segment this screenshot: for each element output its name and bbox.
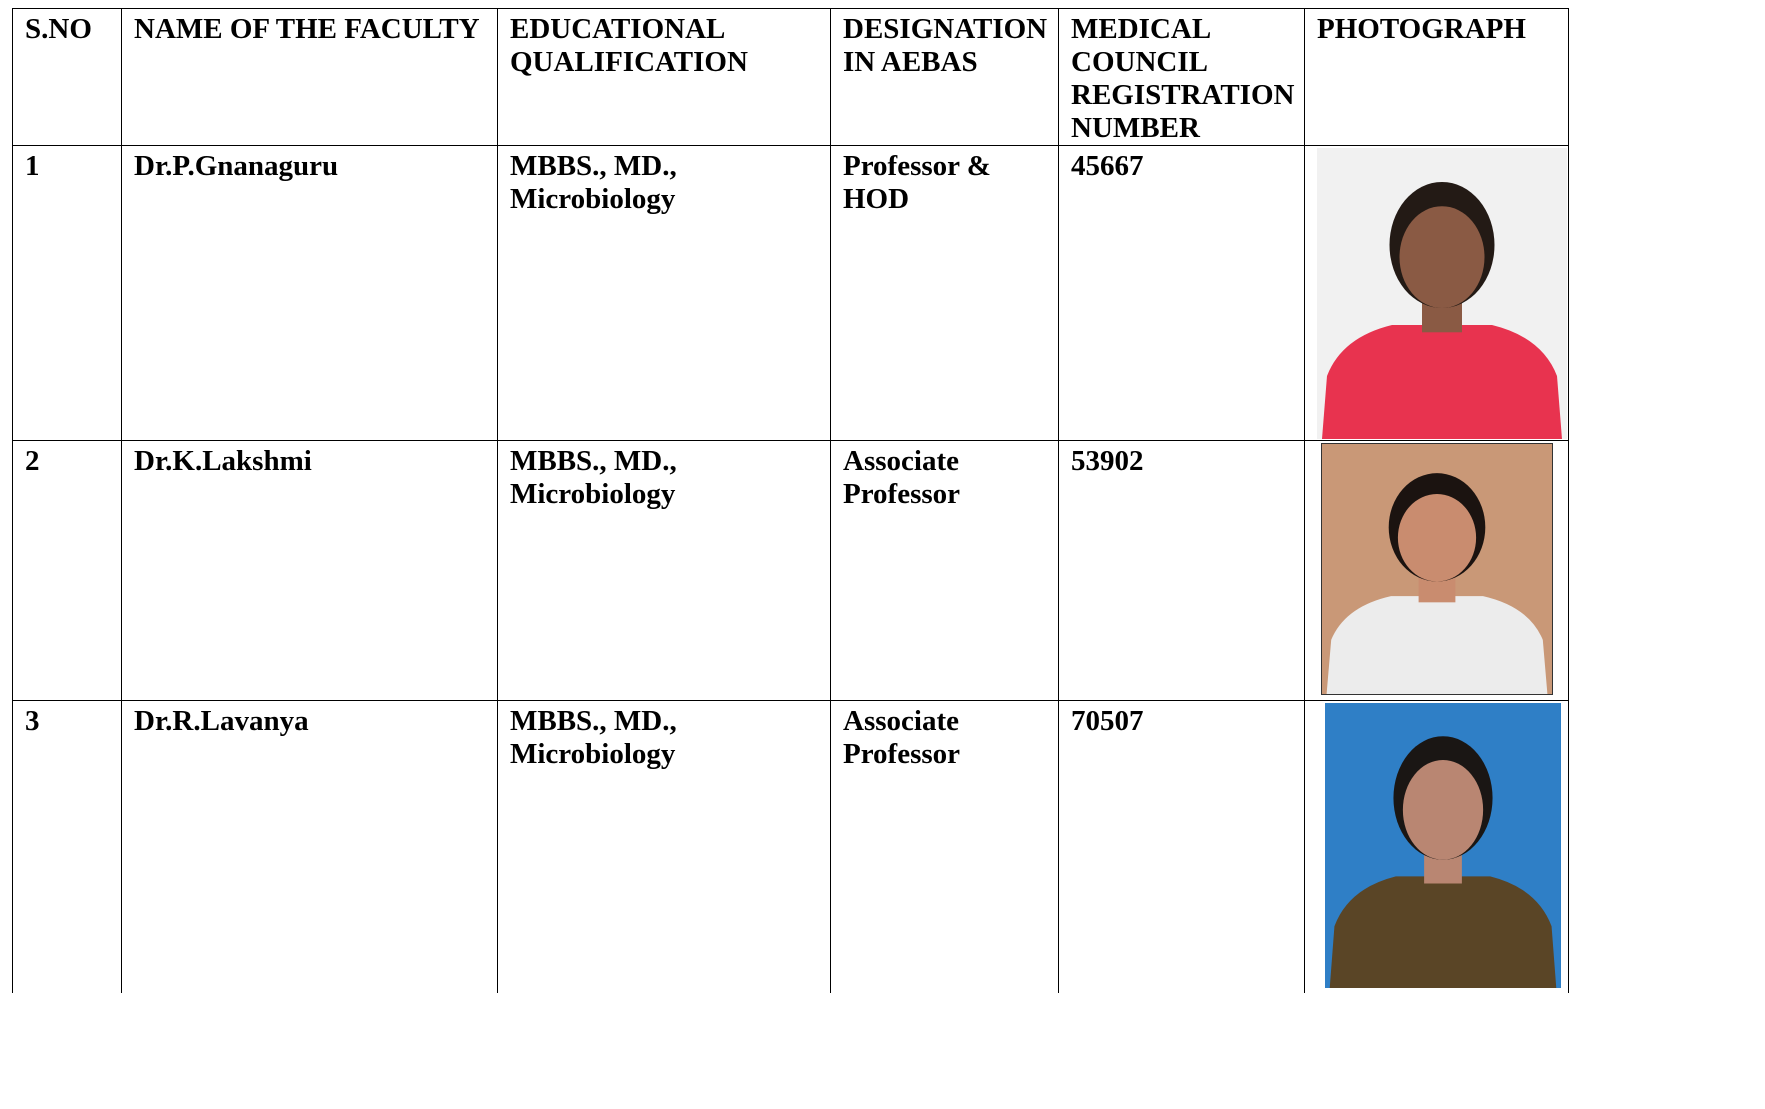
header-registration: MEDICAL COUNCIL REGISTRATION NUMBER (1059, 9, 1305, 146)
cell-name: Dr.P.Gnanaguru (122, 146, 498, 441)
cell-sno: 2 (13, 441, 122, 701)
table-row (13, 146, 1569, 441)
cell-sno: 1 (13, 146, 122, 441)
photo-torso (1327, 596, 1548, 694)
cell-qualification: MBBS., MD., Microbiology (498, 146, 831, 441)
cell-photograph (1305, 701, 1569, 994)
cell-photograph (1305, 146, 1569, 441)
header-name: NAME OF THE FACULTY (122, 9, 498, 146)
cell-designation: Associate Professor (831, 441, 1059, 701)
cell-designation: Professor & HOD (831, 146, 1059, 441)
header-row (13, 9, 1569, 146)
cell-designation: Associate Professor (831, 701, 1059, 994)
header-designation: DESIGNATION IN AEBAS (831, 9, 1059, 146)
cell-sno: 3 (13, 701, 122, 994)
cell-registration: 70507 (1059, 701, 1305, 994)
faculty-table (12, 8, 1569, 993)
photo-torso (1322, 325, 1562, 439)
cell-registration: 45667 (1059, 146, 1305, 441)
photo-face (1398, 494, 1476, 582)
cell-name: Dr.K.Lakshmi (122, 441, 498, 701)
faculty-photo (1325, 703, 1561, 988)
header-sno: S.NO (13, 9, 122, 146)
faculty-photo (1321, 443, 1553, 695)
table-row (13, 441, 1569, 701)
cell-photograph (1305, 441, 1569, 701)
header-photograph: PHOTOGRAPH (1305, 9, 1569, 146)
portrait-graphic (1325, 703, 1561, 988)
cell-name: Dr.R.Lavanya (122, 701, 498, 994)
portrait-graphic (1322, 444, 1552, 694)
portrait-graphic (1317, 148, 1567, 439)
photo-torso (1330, 876, 1557, 988)
cell-registration: 53902 (1059, 441, 1305, 701)
faculty-photo (1317, 148, 1567, 439)
photo-face (1403, 760, 1483, 860)
table-row (13, 701, 1569, 994)
photo-face (1400, 206, 1485, 308)
cell-qualification: MBBS., MD., Microbiology (498, 441, 831, 701)
cell-qualification: MBBS., MD., Microbiology (498, 701, 831, 994)
header-qualification: EDUCATIONAL QUALIFICATION (498, 9, 831, 146)
